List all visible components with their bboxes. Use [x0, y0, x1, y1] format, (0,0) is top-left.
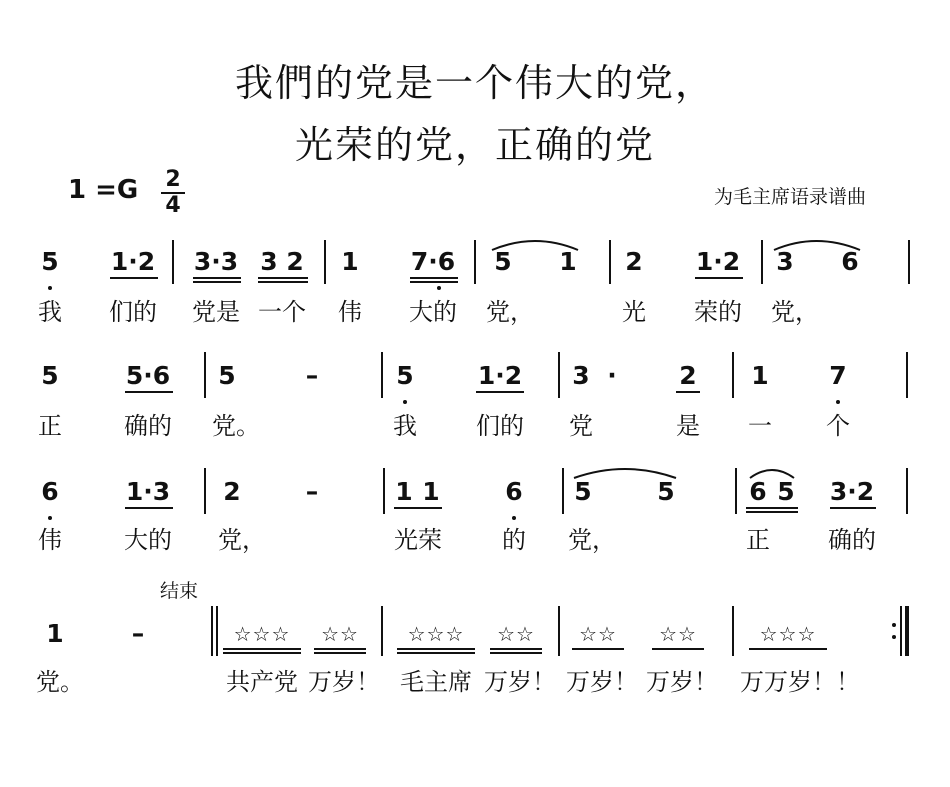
lyric: 大的 — [124, 526, 172, 554]
note: 1·2 — [110, 247, 156, 276]
lyric: 党。 — [36, 668, 84, 696]
lyric: 一 — [748, 412, 772, 440]
lyric: 们的 — [476, 412, 524, 440]
lyric: 正 — [746, 526, 770, 554]
key-signature: 1 =G — [68, 175, 139, 205]
note: 1 — [341, 247, 359, 276]
note: 5 — [657, 477, 675, 506]
lyric: 党， — [218, 526, 266, 554]
lyric: 光 — [622, 298, 646, 326]
star-group: ☆☆☆ — [407, 622, 465, 646]
star-group: ☆☆ — [497, 622, 535, 646]
note: 5 — [218, 361, 236, 390]
note: 5 — [777, 477, 795, 506]
time-signature-top: 2 — [165, 167, 181, 192]
note: – — [305, 477, 319, 506]
lyric: 万岁！ — [646, 668, 718, 696]
score-row-4 — [0, 606, 950, 716]
lyric: 党， — [771, 298, 819, 326]
lyric: 党是 — [192, 298, 240, 326]
score-row-3 — [0, 468, 950, 578]
time-signature — [160, 168, 186, 218]
note: 1 — [395, 477, 413, 506]
time-signature-bottom: 4 — [165, 193, 181, 218]
lyric: 我 — [393, 412, 417, 440]
lyric: 大的 — [409, 298, 457, 326]
ending-mark: 结束 — [160, 580, 199, 602]
lyric: 万万岁！！ — [740, 668, 860, 696]
note: 3 2 — [260, 247, 304, 276]
note: 1 — [751, 361, 769, 390]
note: 6 — [841, 247, 859, 276]
lyric: 党， — [568, 526, 616, 554]
note: – — [131, 619, 145, 648]
lyric: 万岁！ — [566, 668, 638, 696]
note: 3 — [572, 361, 590, 390]
note: 2 — [679, 361, 697, 390]
lyric: 的 — [502, 526, 526, 554]
lyric: 们的 — [109, 298, 157, 326]
star-group: ☆☆ — [579, 622, 617, 646]
note: 5·6 — [125, 361, 171, 390]
note: 6 — [749, 477, 767, 506]
lyric: 毛主席 — [400, 668, 472, 696]
note: 2 — [625, 247, 643, 276]
lyric: 是 — [676, 412, 700, 440]
star-group: ☆☆ — [659, 622, 697, 646]
star-group: ☆☆☆ — [233, 622, 291, 646]
note: 1·2 — [695, 247, 741, 276]
lyric: 光荣 — [394, 526, 442, 554]
star-group: ☆☆ — [321, 622, 359, 646]
note: 3·2 — [829, 477, 875, 506]
composer-credit: 为毛主席语录谱曲 — [714, 186, 867, 208]
note: 3 — [776, 247, 794, 276]
note: 7 — [829, 361, 847, 390]
lyric: 万岁！ — [484, 668, 556, 696]
lyric: 个 — [826, 412, 850, 440]
note: 7·6 — [410, 247, 456, 276]
note: 6 — [41, 477, 59, 506]
note: 5 — [41, 247, 59, 276]
lyric: 万岁！ — [308, 668, 380, 696]
note: · — [607, 361, 617, 390]
note: 5 — [41, 361, 59, 390]
note: 5 — [396, 361, 414, 390]
lyric: 党， — [486, 298, 534, 326]
slur — [0, 462, 950, 492]
star-group: ☆☆☆ — [759, 622, 817, 646]
note: 2 — [223, 477, 241, 506]
note: – — [305, 361, 319, 390]
song-title-line-1: 我們的党是一个伟大的党， — [234, 61, 715, 105]
lyric: 确的 — [124, 412, 172, 440]
lyric: 我 — [38, 298, 62, 326]
lyric: 一个 — [258, 298, 306, 326]
lyric: 确的 — [828, 526, 876, 554]
lyric: 党 — [569, 412, 593, 440]
note: 3·3 — [193, 247, 239, 276]
note: 6 — [505, 477, 523, 506]
note: 1 — [46, 619, 64, 648]
song-title-line-2: 光荣的党，正确的党 — [294, 123, 655, 167]
score-row-2 — [0, 352, 950, 462]
note: 1 — [422, 477, 440, 506]
lyric: 伟 — [38, 526, 62, 554]
note: 5 — [494, 247, 512, 276]
lyric: 伟 — [338, 298, 362, 326]
lyric: 荣的 — [694, 298, 742, 326]
lyric: 共产党 — [226, 668, 298, 696]
lyric: 党。 — [212, 412, 260, 440]
lyric: 正 — [38, 412, 62, 440]
note: 1·2 — [477, 361, 523, 390]
note: 5 — [574, 477, 592, 506]
note: 1 — [559, 247, 577, 276]
note: 1·3 — [125, 477, 171, 506]
score-row-1 — [0, 240, 950, 350]
slur — [0, 234, 950, 264]
